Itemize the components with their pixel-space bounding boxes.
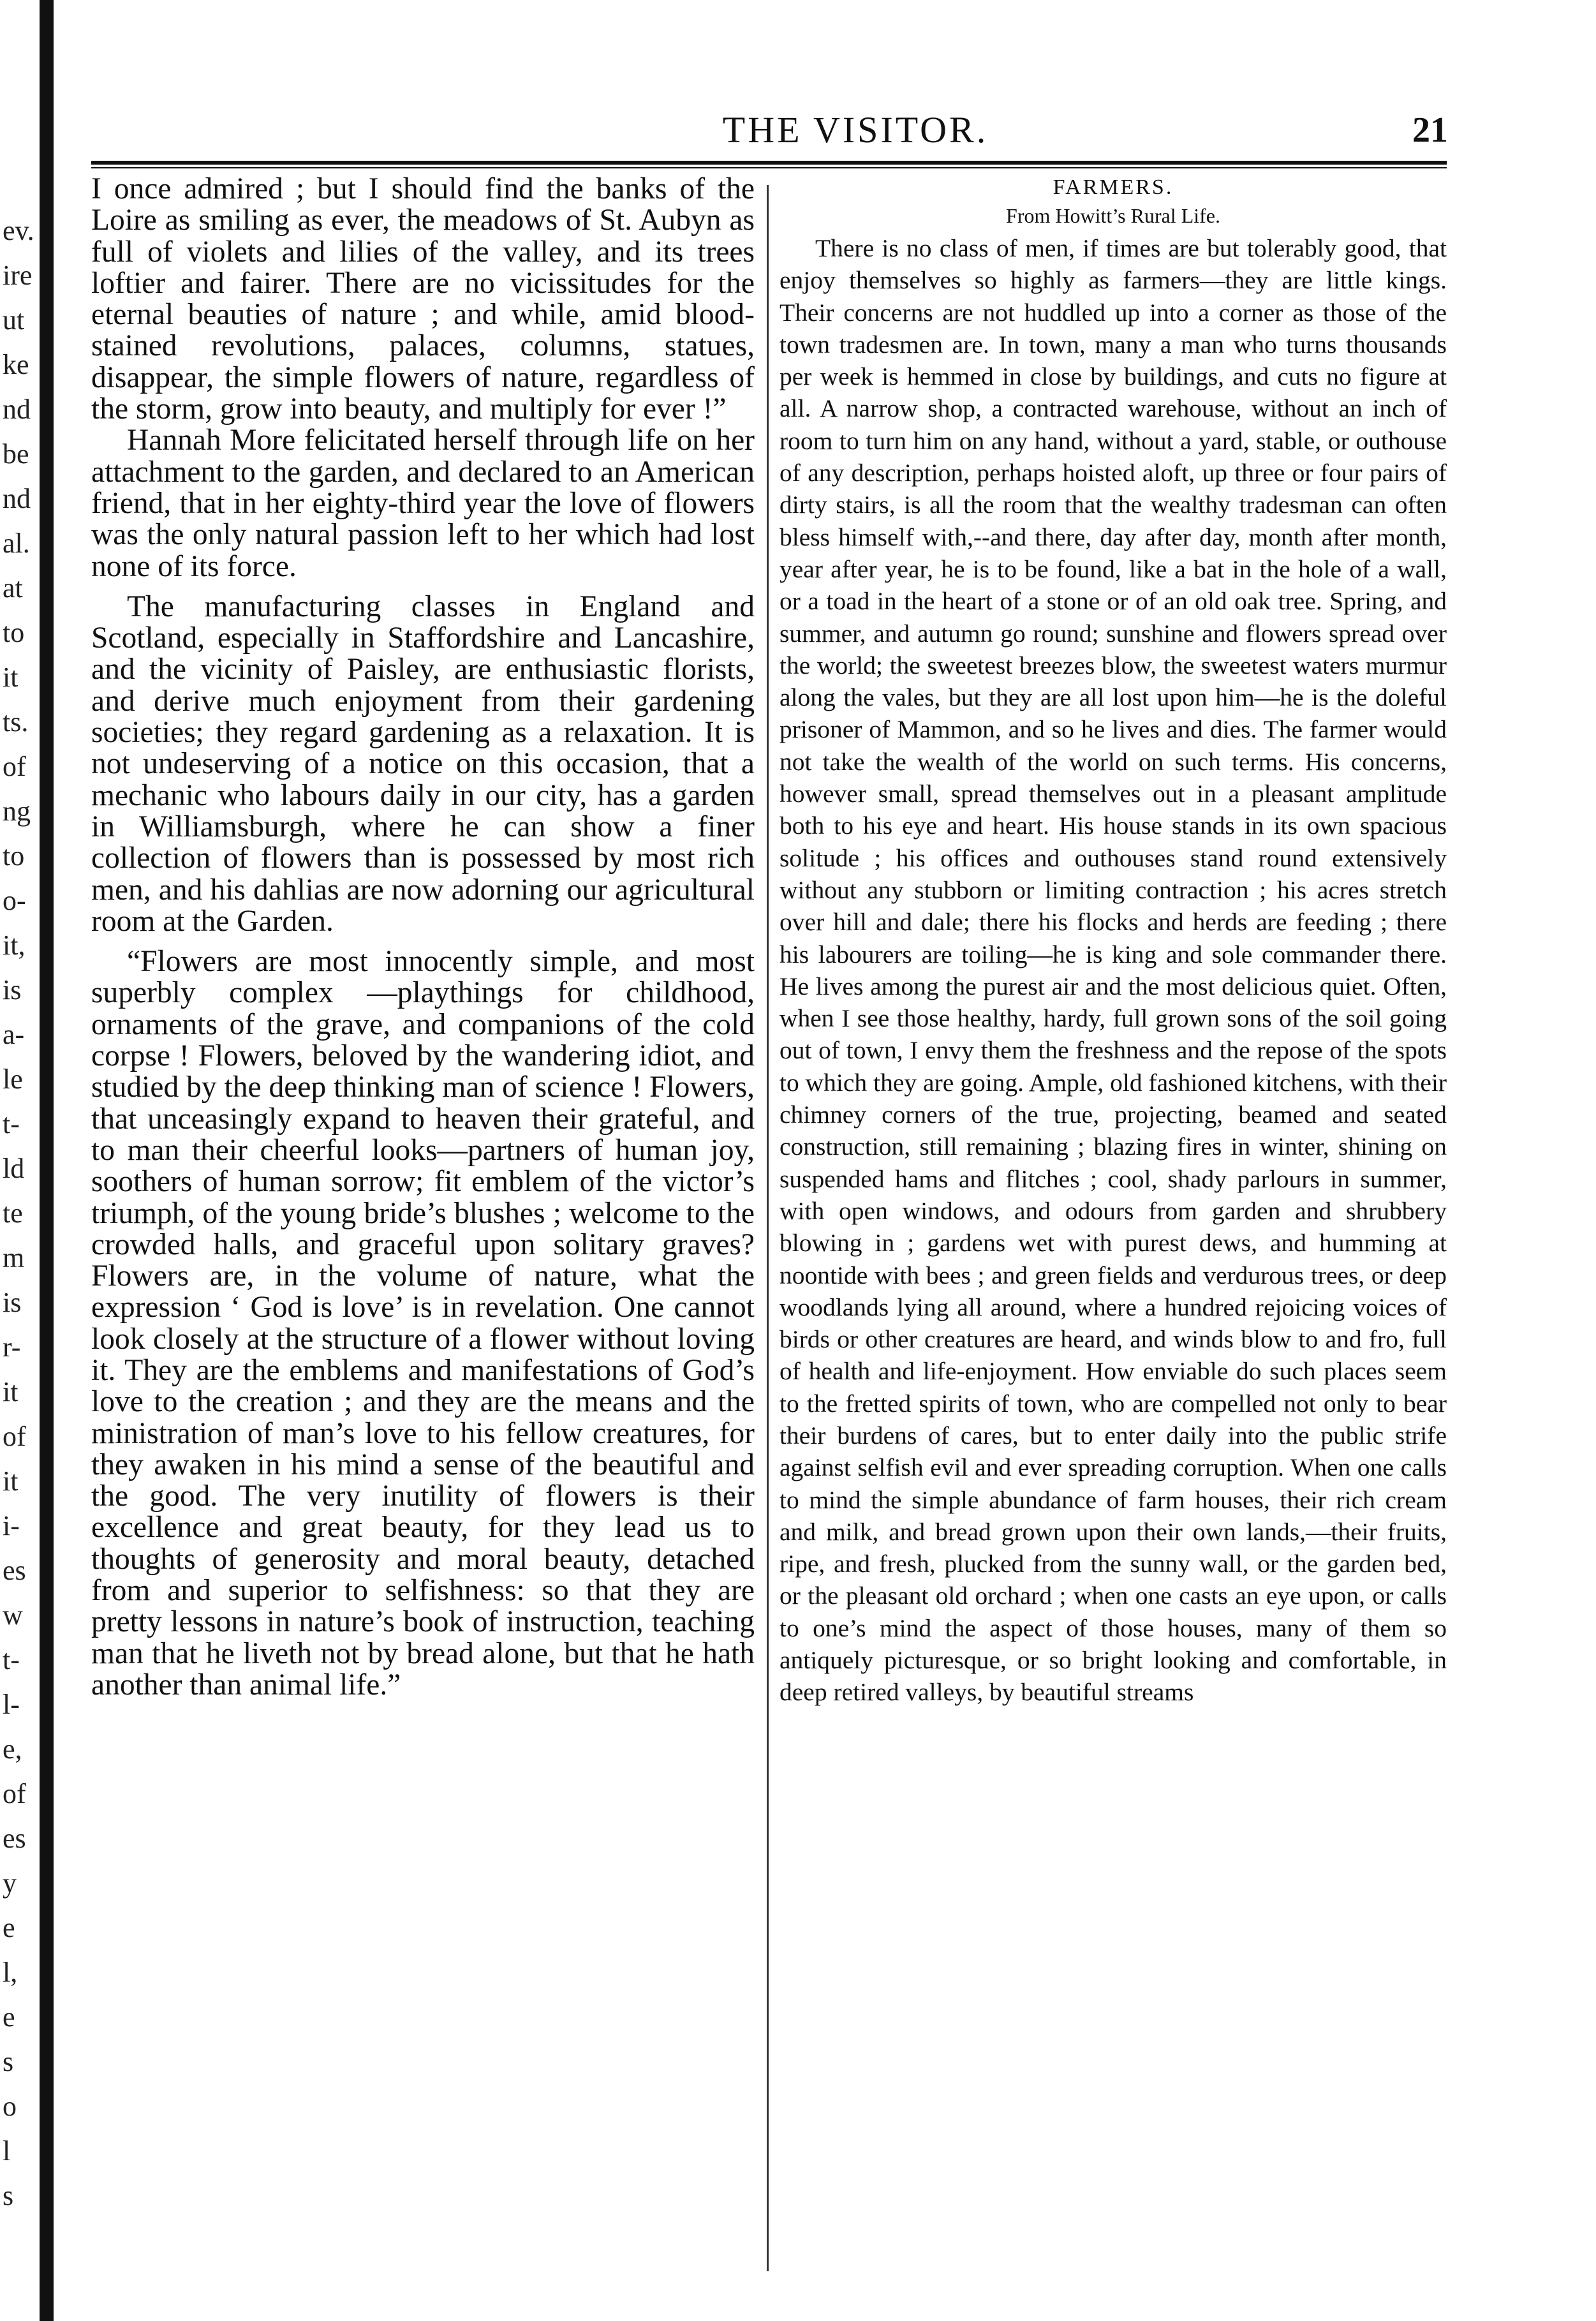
paragraph: The manufacturing classes in England and Scotland, especially in Staffordshire and Lancashire, and the vicinity of Paisley, are enthusiastic florists, and derive much enjoyment from their gardening societies; they regard gardening as a relaxation. It is not undeserving of a notice on this occasion, that a mechanic who labours daily in our city, has a garden in Williamsburgh, where he can show a finer collection of flowers than is possessed by most rich men, and his dahlias are now adorning our agricultural room at the Garden. [91,590,755,938]
gutter-fragment: ke [3,349,29,380]
paragraph: I once admired ; but I should find the banks of the Loire as smiling as ever, the meadows of St. Aubyn as full of violets and lilies of the valley, and its trees loftier and fairer. There are no vicissitudes for the eternal beauties of nature ; and while, amid blood-stained revolutions, palaces, columns, statues, disappear, the simple flowers of nature, regardless of the storm, grow into beauty, and multiply for ever !” [91,174,755,426]
gutter-fragment: al. [3,528,30,559]
gutter-fragment: ts. [3,706,29,738]
gutter-fragment: a- [3,1019,25,1050]
gutter-fragment: t- [3,1108,20,1139]
header-rule [91,161,1447,165]
left-column [91,174,755,2292]
gutter-fragment: m [3,1242,25,1273]
gutter-fragment: s [3,2046,14,2077]
gutter-fragment: o [3,2091,17,2122]
paragraph: “Flowers are most innocently simple, and most superbly complex —playthings for childhood, ornaments of the grave, and companions of the cold corpse ! Flowers, beloved by the wandering idiot, and studied by the deep thinking man of science ! Flowers, that unceasingly expand to heaven their grateful, and to man their cheerful looks—partners of human joy, soothers of human sorrow; fit emblem of the victor’s triumph, of the young bride’s blushes ; welcome to the crowded halls, and graceful upon solitary graves? Flowers are, in the volume of nature, what the expression ‘ God is love’ is in revelation. One cannot look closely at the structure of a flower without loving it. They are the emblems and manifestations of God’s love to the creation ; and they are the means and the ministration of man’s love to his fellow creatures, for they awaken in his mind a sense of the beautiful and the good. The very inutility of flowers is their excellence and great beauty, for they lead us to thoughts of generosity and moral beauty, detached from and superior to selfishness: so that they are pretty lessons in nature’s book of instruction, teaching man that he liveth not by bread alone, but that he hath another than animal life.” [91,945,755,1702]
gutter-fragment: ire [3,260,33,291]
gutter-fragment: ev. [3,215,34,246]
gutter-fragment: ng [3,796,31,827]
section-source: From Howitt’s Rural Life. [1006,204,1220,227]
paragraph: Hannah More felicitated herself through life on her attachment to the garden, and declared to an American friend, that in her eighty-third year the love of flowers was the only natural passion left to her which had lost none of its force. [91,424,755,583]
gutter-fragment: it [3,662,18,693]
gutter-fragment: e, [3,1733,22,1765]
gutter-fragment: be [3,438,29,470]
gutter-fragment: s [3,2180,14,2211]
header-rule-thin [91,167,1447,168]
binding-edge [40,0,54,2321]
gutter-fragment: w [3,1599,23,1631]
gutter-fragment: nd [3,394,31,425]
gutter-fragment: is [3,974,22,1005]
gutter-fragment: of [3,1778,26,1809]
gutter-fragment: o- [3,885,26,916]
gutter-fragment: nd [3,483,31,514]
gutter-fragment: l, [3,1957,18,1988]
gutter-fragment: to [3,617,25,648]
gutter-fragment: y [3,1867,17,1899]
gutter-fragment: to [3,840,25,871]
section-heading: FARMERS. [1053,175,1174,199]
gutter-fragment: te [3,1198,23,1229]
gutter-fragment: r- [3,1331,21,1363]
gutter-fragment: it, [3,930,26,961]
page-title: THE VISITOR. [722,109,989,151]
gutter-fragment: le [3,1064,23,1095]
gutter-fragment: l- [3,1689,20,1720]
gutter-fragment: e [3,2001,15,2033]
right-column [780,174,1447,2292]
gutter-fragment: is [3,1287,22,1318]
gutter-fragment: of [3,1421,26,1452]
gutter-fragment: es [3,1555,26,1586]
gutter-fragment: l [3,2135,11,2167]
gutter-fragment: ld [3,1153,25,1184]
gutter-fragment: of [3,751,26,782]
gutter-fragment: es [3,1823,26,1854]
paragraph: There is no class of men, if times are but tolerably good, that enjoy themselves so highly as farmers—they are little kings. Their concerns are not huddled up into a corner as those of the town tradesmen are. In town, many a man who turns thousands per week is hemmed in close by buildings, and cuts no figure at all. A narrow shop, a contracted warehouse, without an inch of room to turn him on any hand, without a yard, stable, or outhouse of any description, perhaps hoisted aloft, up three or four pairs of dirty stairs, is all the room that the wealthy tradesman can often bless himself with,--and there, day after day, month after month, year after year, he is to be found, like a bat in the hole of a wall, or a toad in the heart of a stone or of an old oak tree. Spring, and summer, and autumn go round; sunshine and flowers spread over the world; the sweetest breezes blow, the sweetest waters murmur along the vales, but they are all lost upon him—he is the doleful prisoner of Mammon, and so he lives and dies. The farmer would not take the wealth of the world on such terms. His concerns, however small, spread themselves out in a pleasant amplitude both to his eye and heart. His house stands in its own spacious solitude ; his offices and outhouses stand round extensively without any stubborn or limiting contraction ; his acres stretch over hill and dale; there his flocks and herds are feeding ; there his labourers are toiling—he is king and sole commander there. He lives among the purest air and the most delicious quiet. Often, when I see those healthy, hardy, full grown sons of the soil going out of town, I envy them the freshness and the repose of the spots to which they are going. Ample, old fashioned kitchens, with their chimney corners of the true, projecting, beamed and seated construction, still remaining ; blazing fires in winter, shining on suspended hams and flitches ; cool, shady parlours in summer, with open windows, and odours from garden and shrubbery blowing in ; gardens wet with purest dews, and humming at noontide with bees ; and green fields and verdurous trees, or deep woodlands lying all around, where a hundred rejoicing voices of birds or other creatures are heard, and winds blow to and fro, full of health and life-enjoyment. How enviable do such places seem to the fretted spirits of town, who are compelled not only to bear their burdens of cares, but to enter daily into the public strife against selfish evil and ever spreading corruption. When one calls to mind the simple abundance of farm houses, their rich cream and milk, and bread grown upon their own lands,—their fruits, ripe, and fresh, plucked from the sunny wall, or the garden bed, or the pleasant old orchard ; when one casts an eye upon, or calls to one’s mind the aspect of those houses, many of them so antiquely picturesque, or so bright looking and comfortable, in deep retired valleys, by beautiful streams [780,234,1447,1707]
page-number: 21 [1412,110,1448,150]
gutter-fragment: at [3,572,23,604]
gutter-fragment: it [3,1465,18,1497]
previous-page-gutter [0,0,38,2321]
gutter-fragment: e [3,1912,15,1943]
gutter-fragment: ut [3,304,25,336]
gutter-fragment: i- [3,1510,20,1541]
gutter-fragment: t- [3,1644,20,1675]
gutter-fragment: it [3,1376,18,1407]
column-divider [767,185,769,2271]
